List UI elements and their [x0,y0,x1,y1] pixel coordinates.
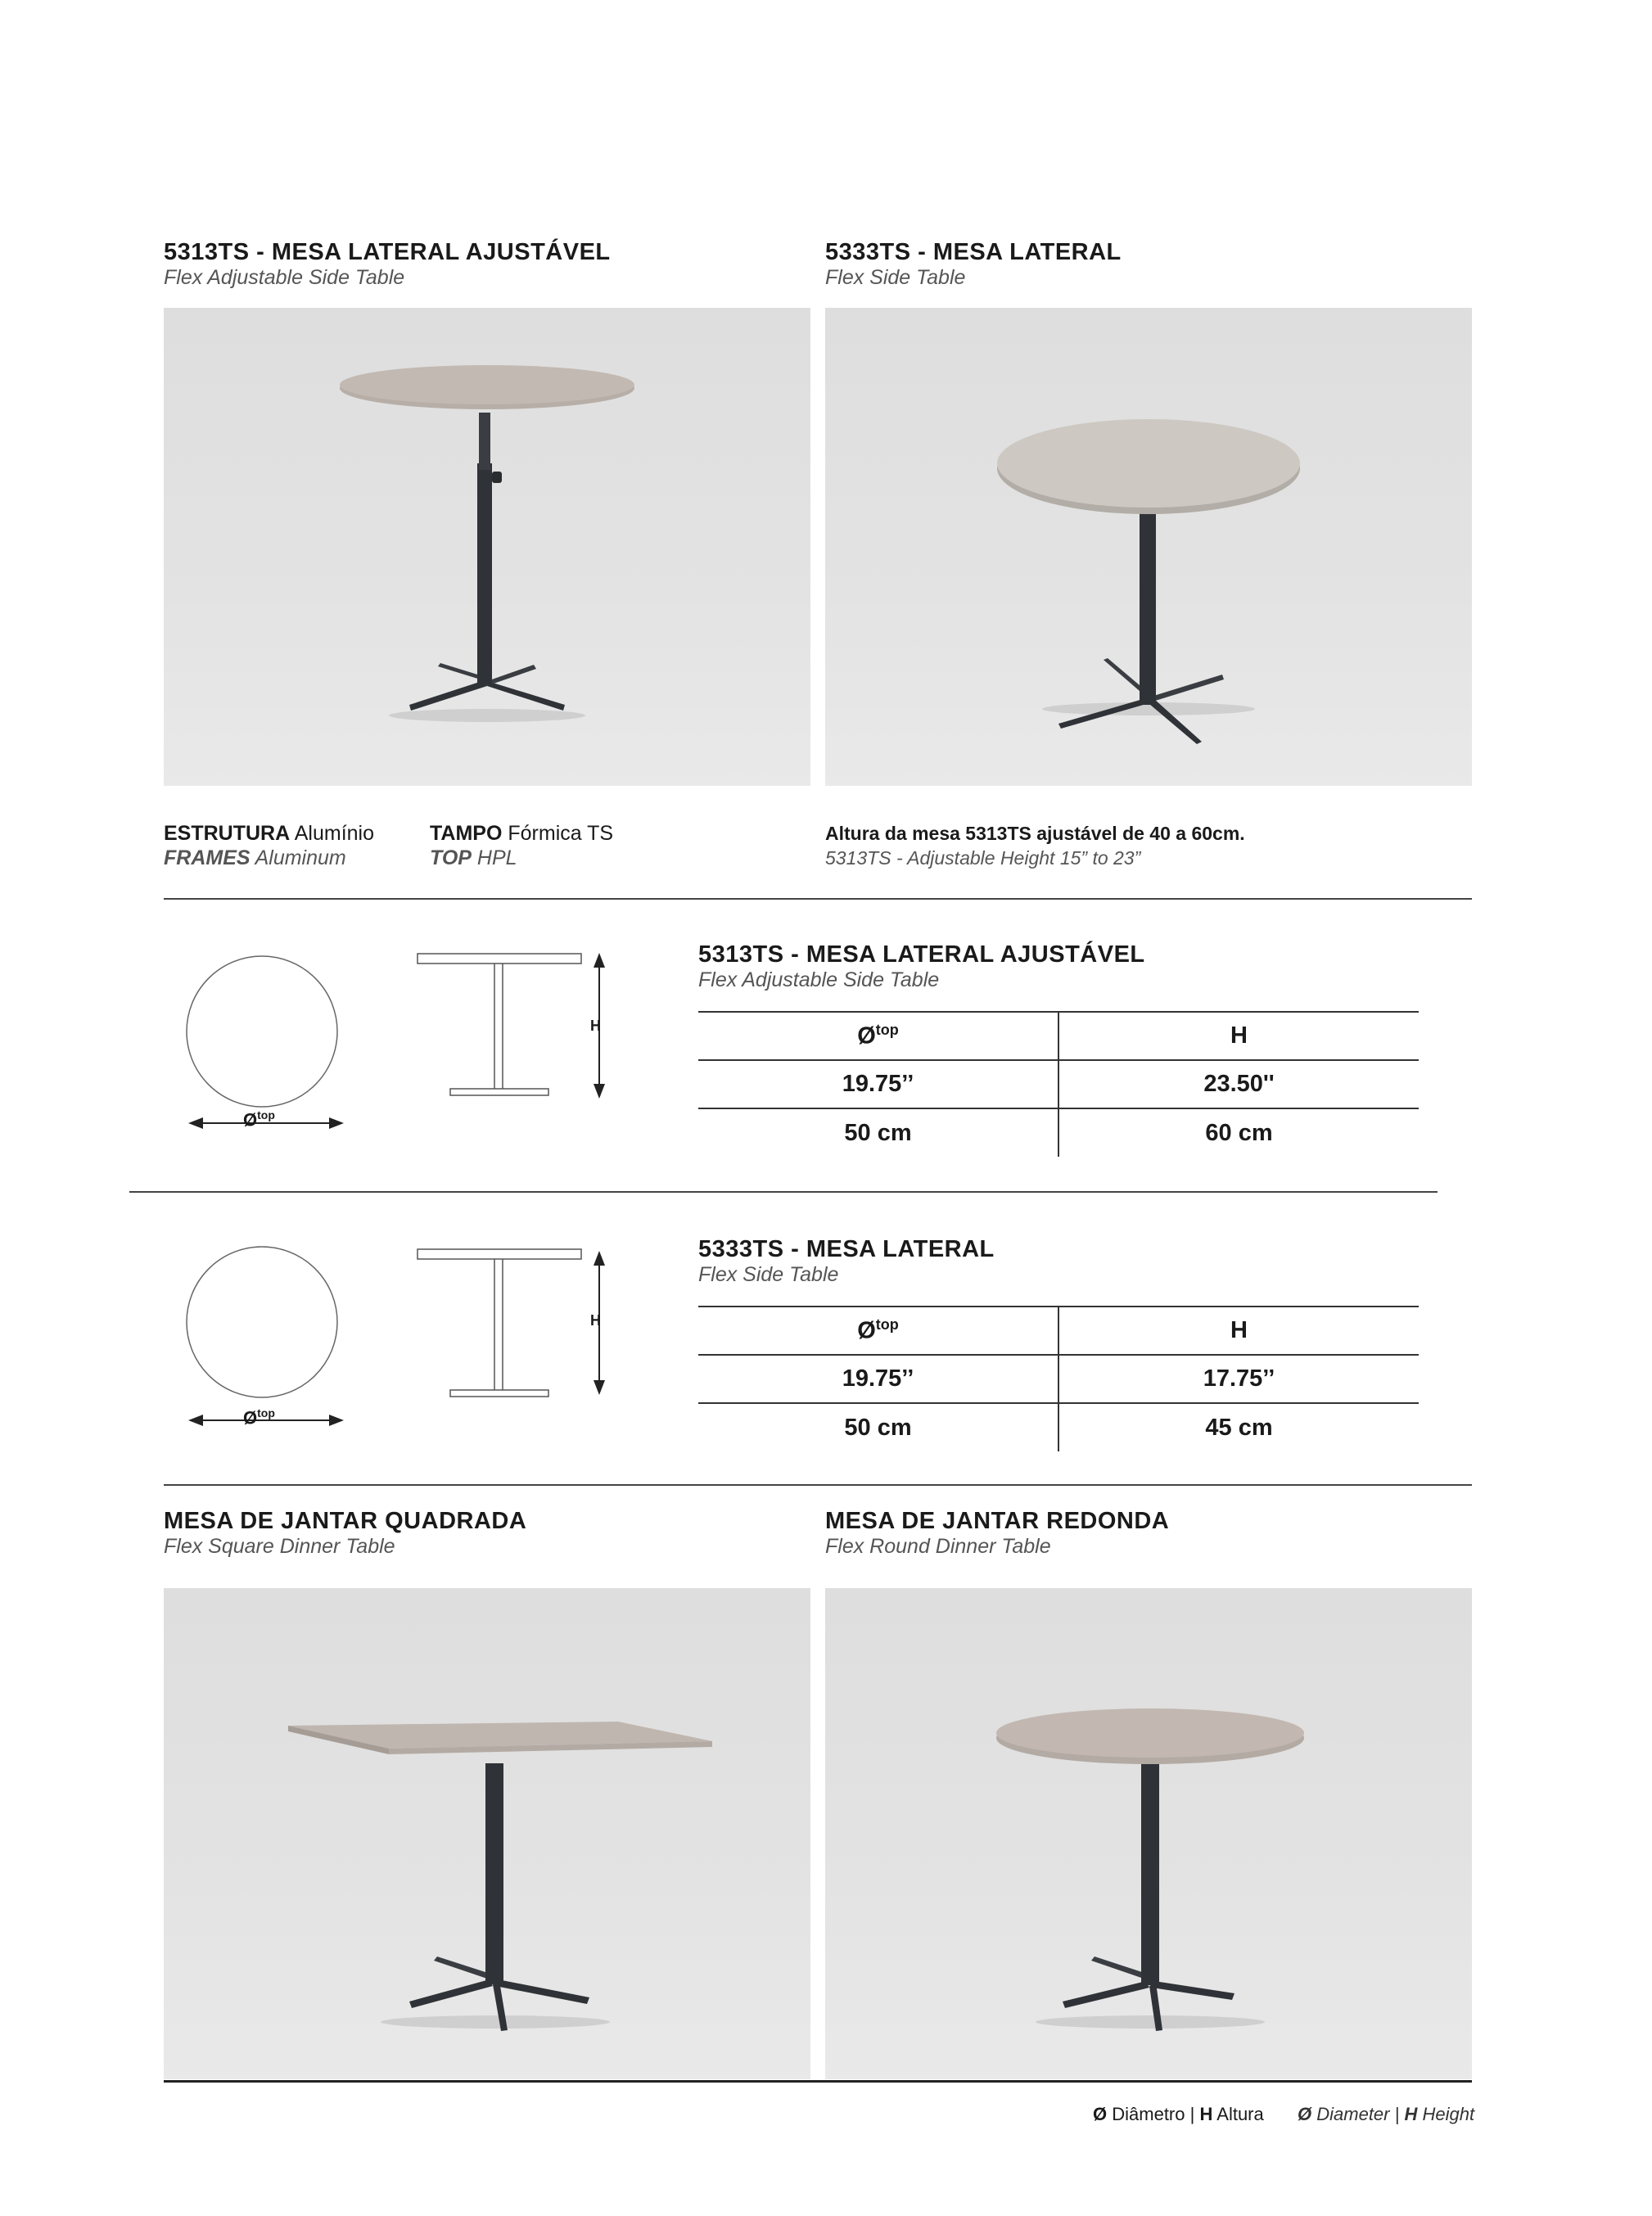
dimension-subtitle-5333ts: Flex Side Table [698,1263,839,1286]
product-photo-5333ts [825,308,1472,786]
diameter-symbol: Ø [1298,2104,1312,2124]
diameter-label-2: $Ø^{top}$ [243,1406,275,1428]
height-header: H [1058,1012,1419,1060]
top-material [430,821,613,870]
dimension-subtitle-5313ts: Flex Adjustable Side Table [698,968,940,991]
top-label-pt: TAMPO [430,822,503,845]
frame-label-en: FRAMES [164,846,251,869]
divider-line [164,1484,1472,1486]
divider-line [164,898,1472,900]
height-note-pt: Altura da mesa 5313TS ajustável de 40 a 60cm. [825,823,1245,844]
table-cell: 19.75’’ [698,1355,1058,1403]
frame-material [164,821,374,870]
frame-value-en: Aluminum [255,846,346,869]
product-subtitle-square-dinner: Flex Square Dinner Table [164,1535,395,1558]
divider-line [129,1191,1438,1193]
adjustable-side-table-illustration [164,308,810,786]
dimension-title-5313ts: 5313TS - MESA LATERAL AJUSTÁVEL [698,941,1145,968]
dimension-drawing-5313ts [164,941,639,1146]
divider-line [164,2080,1472,2083]
dimension-table-5313ts [698,1011,1419,1157]
square-dinner-table-illustration [164,1588,810,2079]
table-cell: 50 cm [698,1108,1058,1157]
height-label-1: H [590,1018,601,1034]
height-note [825,821,1245,870]
product-photo-square-dinner [164,1588,810,2079]
round-dinner-table-illustration [825,1588,1472,2079]
height-header: H [1058,1307,1419,1355]
diameter-header: $Ø^{top}$ [698,1012,1058,1060]
top-label-en: TOP [430,846,472,869]
table-cell: 23.50'' [1058,1060,1419,1108]
product-photo-5313ts [164,308,810,786]
product-title-5313ts: 5313TS - MESA LATERAL AJUSTÁVEL [164,239,611,265]
product-subtitle-5333ts: Flex Side Table [825,266,966,289]
frame-value-pt: Alumínio [294,822,375,845]
product-title-square-dinner: MESA DE JANTAR QUADRADA [164,1508,527,1534]
table-cell: 45 cm [1058,1403,1419,1451]
legend-pt: Ø Diâmetro | H Altura [1093,2104,1264,2124]
dimension-drawing-5333ts [164,1236,639,1441]
frame-label-pt: ESTRUTURA [164,822,291,845]
product-subtitle-5313ts: Flex Adjustable Side Table [164,266,405,289]
product-subtitle-round-dinner: Flex Round Dinner Table [825,1535,1051,1558]
side-table-illustration [825,308,1472,786]
table-cell: 17.75’’ [1058,1355,1419,1403]
table-cell: 60 cm [1058,1108,1419,1157]
legend-en: Ø Diameter | H Height [1298,2104,1475,2124]
diameter-label-1: $Ø^{top}$ [243,1108,275,1131]
dimension-title-5333ts: 5333TS - MESA LATERAL [698,1236,995,1262]
dimension-table-5333ts [698,1306,1419,1451]
table-cell: 50 cm [698,1403,1058,1451]
product-title-5333ts: 5333TS - MESA LATERAL [825,239,1122,265]
table-cell: 19.75’’ [698,1060,1058,1108]
diameter-symbol: Ø [1093,2104,1108,2124]
diameter-header: $Ø^{top}$ [698,1307,1058,1355]
height-note-en: 5313TS - Adjustable Height 15” to 23” [825,847,1141,869]
top-value-en: HPL [476,846,517,869]
product-photo-round-dinner [825,1588,1472,2079]
height-label-2: H [590,1312,601,1329]
product-title-round-dinner: MESA DE JANTAR REDONDA [825,1508,1170,1534]
top-value-pt: Fórmica TS [508,822,614,845]
